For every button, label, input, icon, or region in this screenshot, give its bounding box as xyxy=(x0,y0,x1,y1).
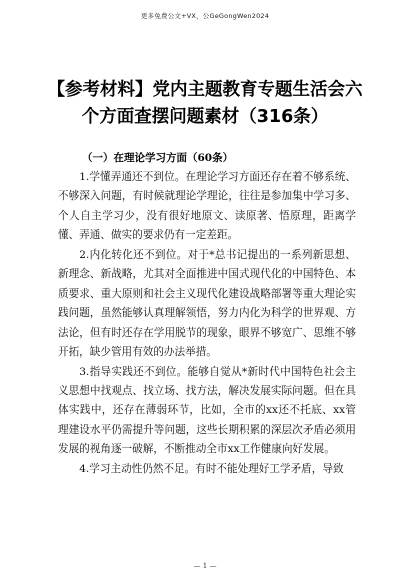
paragraph-3: 3.指导实践还不到位。能够自觉从*新时代中国特色社会主义思想中找观点、找立场、找方法，解决发展实际问题。但在具体实践中，还存在薄弱环节，比如，全市的xx还不托底、xx管理建设水平仍需提升等问题，这些长期积累的深层次矛盾必须用发展的视角逐一破解，不断推动全市xx工作健康向好发展。 xyxy=(58,365,356,456)
paragraph-1: 1.学懂弄通还不到位。在理论学习方面还存在着不够系统、不够深入问题，有时候就理论学理论，往往是参加集中学习多、个人自主学习少，没有很好地原文、读原著、悟原理，距离学懂、弄通、做实的要求仍有一定差距。 xyxy=(58,171,356,242)
section-heading: （一）在理论学习方面（60条） xyxy=(82,152,234,164)
body-text xyxy=(58,168,356,479)
document-title: 【参考材料】党内主题教育专题生活会六个方面查摆问题素材（316条） xyxy=(47,80,363,127)
header-note: 更多免费公文+VX，公GeGongWen2024 xyxy=(140,12,270,20)
paragraph-2: 2.内化转化还不到位。对于*总书记提出的一系列新思想、新理念、新战略，尤其对全面推进中国式现代化的中国特色、本质要求、重大原则和社会主义现代化建设战略部署等重大理论实践问题，虽然能够认真理解领悟，努力内化为科学的世界观、方法论，但有时还存在学用脱节的现象，眼界不够宽广、思维不够开拓，缺少管用有效的办法举措。 xyxy=(58,248,356,359)
paragraph-4: 4.学习主动性仍然不足。有时不能处理好工学矛盾，导致 xyxy=(79,462,344,475)
page-number: — 1 — xyxy=(193,562,217,570)
